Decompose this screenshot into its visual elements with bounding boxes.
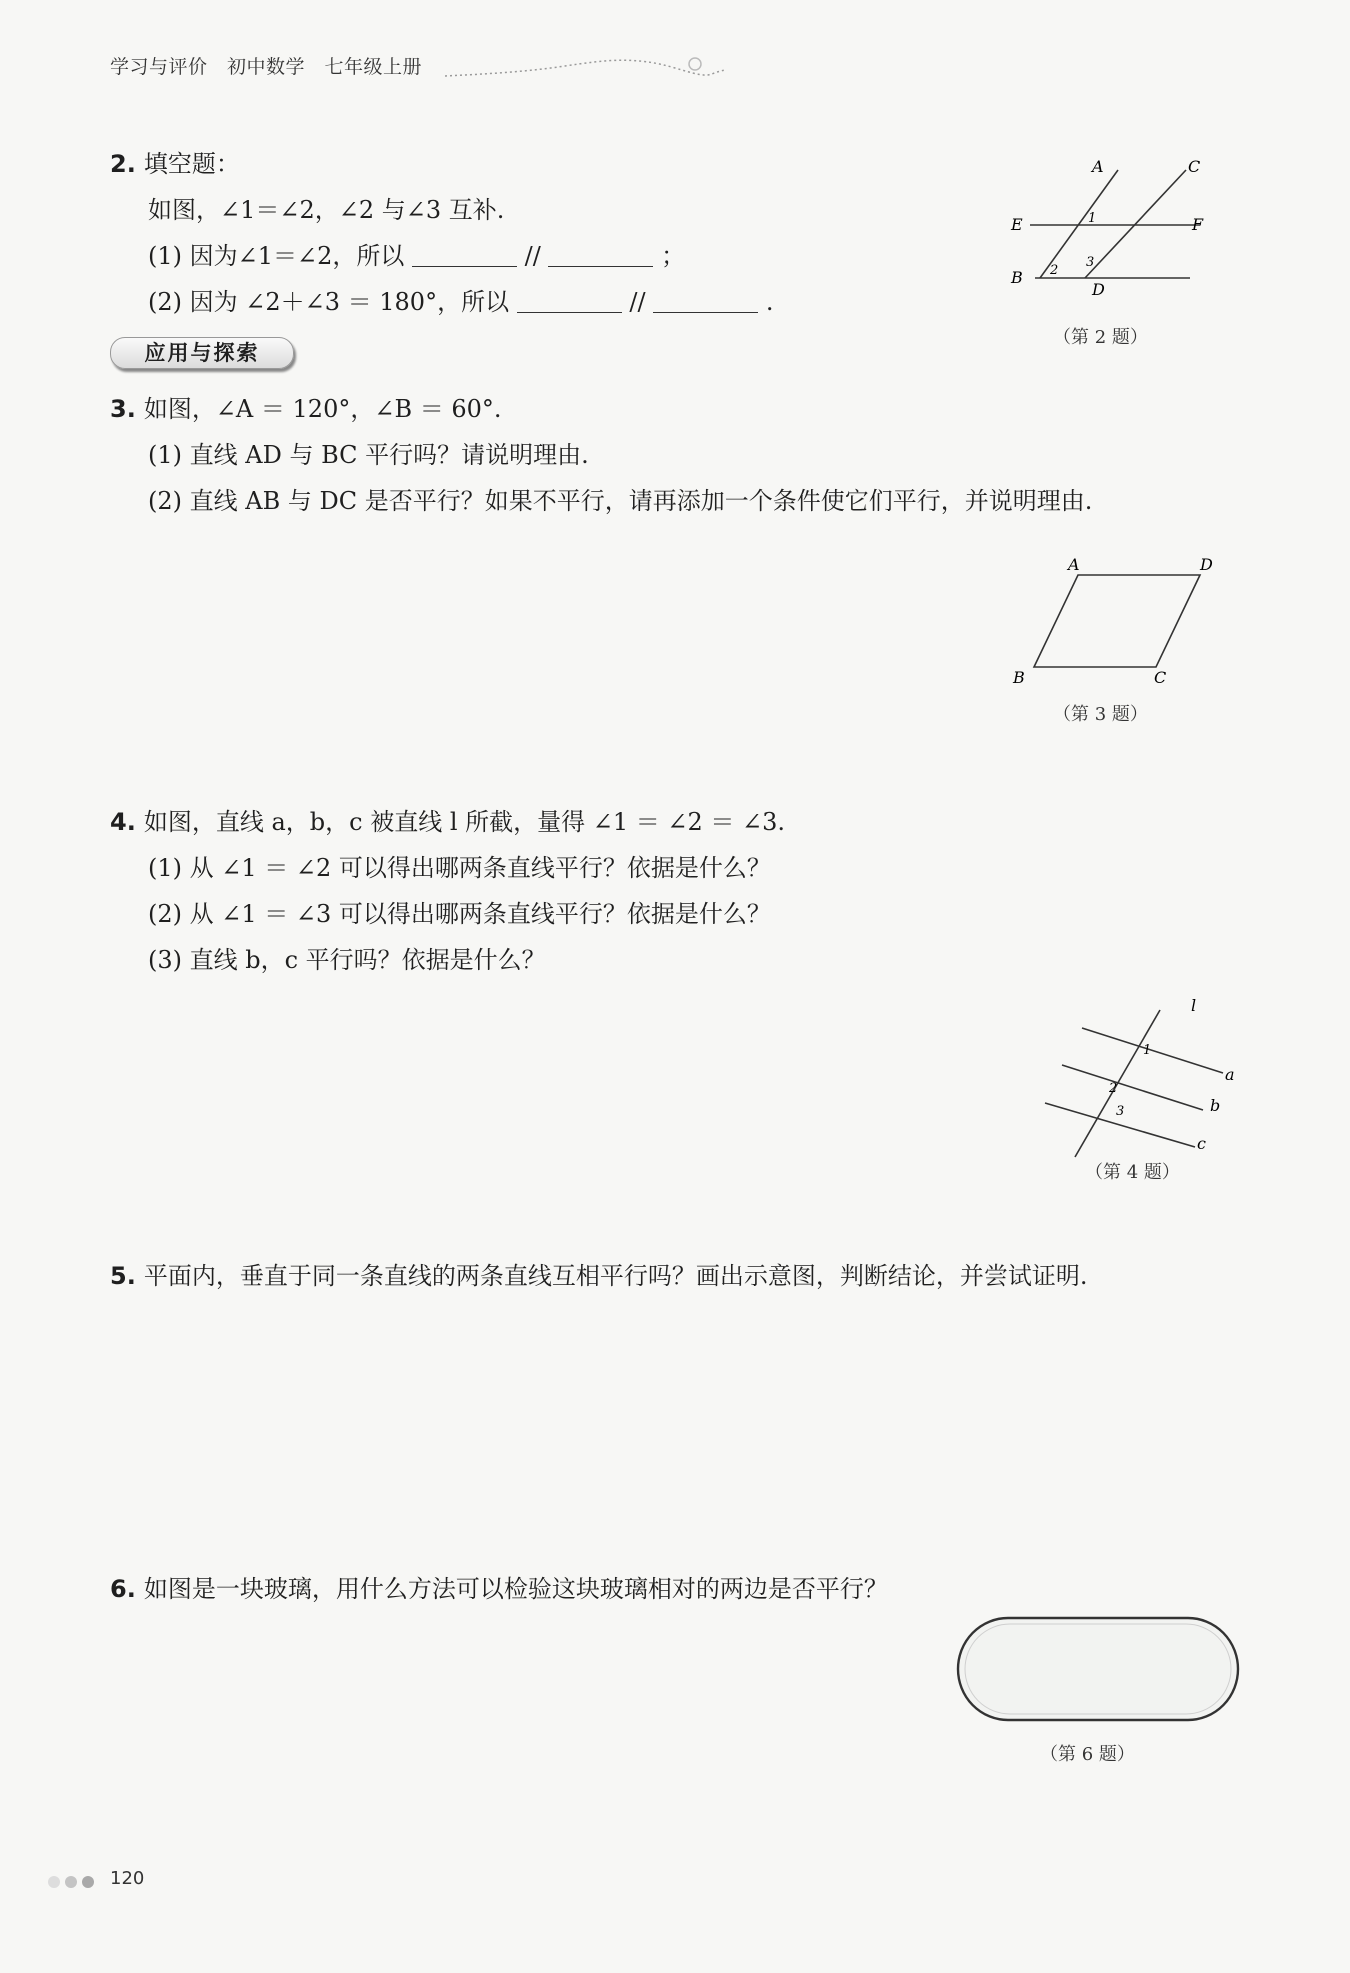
q2-part2-text: (2) 因为 ∠2＋∠3 ＝ 180°，所以 — [148, 288, 510, 316]
q4-label-l: l — [1191, 996, 1197, 1015]
q3-label-B: B — [1013, 668, 1025, 687]
q2-number: 2. — [110, 150, 136, 178]
q2-title — [110, 150, 240, 179]
q2-part2-parallel: // — [629, 288, 646, 316]
q2-label-E: E — [1011, 215, 1023, 234]
footer-dot-2 — [65, 1876, 77, 1888]
q2-label-A: A — [1092, 157, 1104, 176]
q2-label-F: F — [1192, 215, 1204, 234]
footer-dot-3 — [82, 1876, 94, 1888]
q6-number: 6. — [110, 1575, 136, 1603]
q2-angle-1: 1 — [1088, 211, 1097, 226]
q2-part1-end: ； — [661, 242, 686, 270]
page-number: 120 — [110, 1868, 145, 1889]
q2-part2 — [148, 288, 773, 317]
q4-angle-1: 1 — [1143, 1043, 1152, 1058]
q2-figure — [1000, 150, 1230, 310]
q6-line1-text: 如图是一块玻璃，用什么方法可以检验这块玻璃相对的两边是否平行？ — [143, 1575, 888, 1603]
running-header: 学习与评价 初中数学 七年级上册 — [110, 56, 423, 78]
q3-line1-text: 如图，∠A ＝ 120°，∠B ＝ 60°. — [143, 395, 502, 423]
q6-glass-figure — [950, 1615, 1240, 1725]
q2-angle-2: 2 — [1050, 263, 1059, 278]
q4-part1: (1) 从 ∠1 ＝ ∠2 可以得出哪两条直线平行？依据是什么？ — [148, 854, 771, 882]
q2-blank-2[interactable] — [548, 244, 653, 267]
q2-angle-3: 3 — [1086, 255, 1095, 270]
q4-label-c: c — [1197, 1134, 1206, 1153]
q2-part2-end: . — [765, 288, 774, 316]
q3-part1: (1) 直线 AD 与 BC 平行吗？请说明理由. — [148, 441, 589, 469]
q4-caption: （第 4 题） — [1085, 1162, 1180, 1183]
q3-label-C: C — [1154, 668, 1167, 687]
q3-label-A: A — [1068, 555, 1080, 574]
q5-line1-text: 平面内，垂直于同一条直线的两条直线互相平行吗？画出示意图，判断结论，并尝试证明. — [143, 1262, 1088, 1290]
q5-line1 — [110, 1262, 1087, 1291]
q4-label-b: b — [1210, 1096, 1221, 1115]
q2-label-B: B — [1011, 268, 1023, 287]
q3-line1 — [110, 395, 502, 424]
q4-part3: (3) 直线 b，c 平行吗？依据是什么？ — [148, 946, 546, 974]
q5-number: 5. — [110, 1262, 136, 1290]
q2-label-D: D — [1092, 280, 1105, 299]
q3-label-D: D — [1200, 555, 1213, 574]
q3-caption: （第 3 题） — [1053, 704, 1148, 725]
q4-figure — [1040, 995, 1250, 1165]
q2-part1 — [148, 242, 685, 271]
q2-title-text: 填空题： — [143, 150, 240, 178]
q4-label-a: a — [1225, 1065, 1235, 1084]
q3-part2: (2) 直线 AB 与 DC 是否平行？如果不平行，请再添加一个条件使它们平行，并说明理由. — [148, 487, 1093, 515]
section-banner: 应用与探索 — [110, 337, 294, 369]
q6-line1 — [110, 1575, 888, 1604]
q4-line1 — [110, 808, 785, 837]
header-decoration — [445, 52, 725, 82]
footer-dot-1 — [48, 1876, 60, 1888]
q4-part2: (2) 从 ∠1 ＝ ∠3 可以得出哪两条直线平行？依据是什么？ — [148, 900, 771, 928]
q4-number: 4. — [110, 808, 136, 836]
q2-blank-4[interactable] — [653, 290, 758, 313]
q2-caption: （第 2 题） — [1053, 327, 1148, 348]
q2-blank-3[interactable] — [517, 290, 622, 313]
q6-caption: （第 6 题） — [1040, 1744, 1135, 1765]
q2-part1-parallel: // — [524, 242, 541, 270]
q4-line1-text: 如图，直线 a，b，c 被直线 l 所截，量得 ∠1 ＝ ∠2 ＝ ∠3. — [143, 808, 786, 836]
q3-number: 3. — [110, 395, 136, 423]
q2-label-C: C — [1188, 157, 1201, 176]
q2-line1: 如图，∠1＝∠2，∠2 与∠3 互补. — [148, 196, 505, 224]
q4-angle-3: 3 — [1116, 1104, 1125, 1119]
q3-figure — [1010, 550, 1225, 690]
q2-part1-text: (1) 因为∠1＝∠2，所以 — [148, 242, 405, 270]
q4-angle-2: 2 — [1109, 1081, 1118, 1096]
q2-blank-1[interactable] — [412, 244, 517, 267]
